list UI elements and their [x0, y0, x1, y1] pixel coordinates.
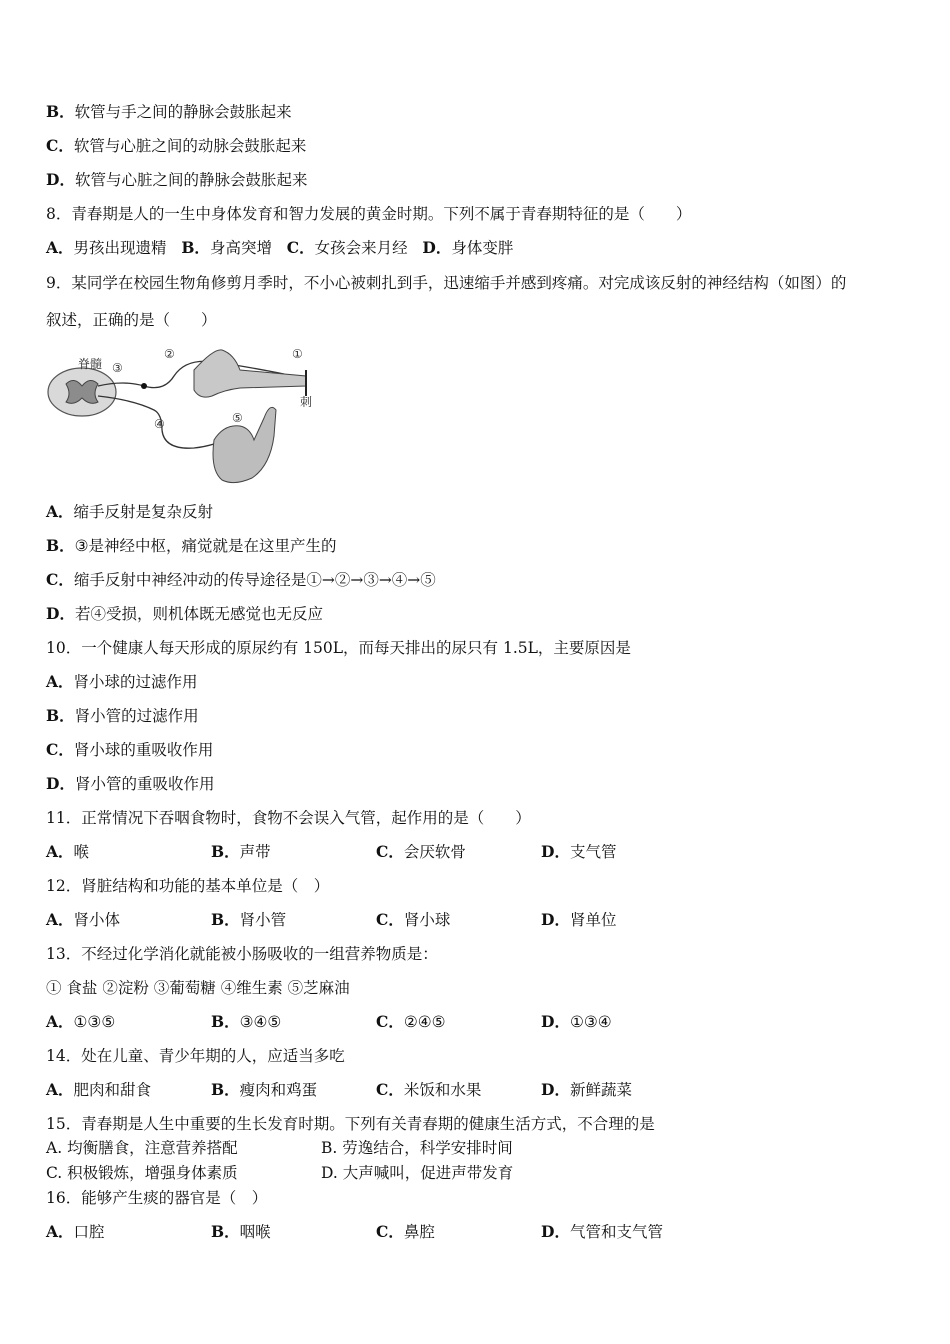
- q9-option-d: D．若④受损，则机体既无感觉也无反应: [46, 604, 323, 623]
- q8-stem: 8．青春期是人的一生中身体发育和智力发展的黄金时期。下列不属于青春期特征的是（ ）: [46, 205, 692, 223]
- q10-option-d: D．肾小管的重吸收作用: [46, 774, 215, 793]
- reflex-arc-figure: [44, 340, 324, 490]
- q11-stem: 11．正常情况下吞咽食物时，食物不会误入气管，起作用的是（ ）: [46, 809, 531, 827]
- ganglion-dot: [141, 383, 147, 389]
- q10-stem: 10．一个健康人每天形成的原尿约有 150L，而每天排出的尿只有 1.5L，主要原因是: [46, 639, 631, 657]
- q7-option-d: D．软管与心脏之间的静脉会鼓胀起来: [46, 170, 308, 189]
- q7-option-b: B．软管与手之间的静脉会鼓胀起来: [46, 102, 292, 121]
- label-2: ②: [164, 347, 175, 361]
- q9-stem-line2: 叙述，正确的是（ ）: [46, 311, 217, 329]
- q10-option-a: A．肾小球的过滤作用: [46, 672, 198, 691]
- q12-stem: 12．肾脏结构和功能的基本单位是（ ）: [46, 877, 330, 895]
- q9-option-a: A．缩手反射是复杂反射: [46, 502, 214, 521]
- label-1: ①: [292, 347, 303, 361]
- q13-items: ① 食盐 ②淀粉 ③葡萄糖 ④维生素 ⑤芝麻油: [46, 979, 350, 997]
- q13-stem: 13．不经过化学消化就能被小肠吸收的一组营养物质是：: [46, 945, 438, 963]
- q10-option-c: C．肾小球的重吸收作用: [46, 740, 214, 759]
- q9-option-c: C．缩手反射中神经冲动的传导途径是①→②→③→④→⑤: [46, 570, 436, 589]
- q7-option-c: C．软管与心脏之间的动脉会鼓胀起来: [46, 136, 307, 155]
- q15-stem: 15．青春期是人生中重要的生长发育时期。下列有关青春期的健康生活方式，不合理的是: [46, 1115, 655, 1133]
- label-thorn: 刺: [300, 395, 313, 409]
- label-5: ⑤: [232, 411, 243, 425]
- upper-arm-shape: [194, 350, 306, 397]
- q9-option-b: B．③是神经中枢，痛觉就是在这里产生的: [46, 536, 337, 555]
- q10-option-b: B．肾小管的过滤作用: [46, 706, 199, 725]
- q8-options: A．男孩出现遗精 B．身高突增 C．女孩会来月经 D．身体变胖: [46, 238, 514, 257]
- q9-stem-line1: 9．某同学在校园生物角修剪月季时，不小心被刺扎到手，迅速缩手并感到疼痛。对完成该反射的神经结构（如图）的: [46, 274, 847, 292]
- lower-arm-shape: [213, 407, 276, 482]
- q14-stem: 14．处在儿童、青少年期的人，应适当多吃: [46, 1047, 345, 1065]
- q16-stem: 16．能够产生痰的器官是（ ）: [46, 1189, 268, 1207]
- label-spine: 脊髓: [78, 357, 103, 371]
- label-4: ④: [154, 417, 165, 431]
- label-3: ③: [112, 361, 123, 375]
